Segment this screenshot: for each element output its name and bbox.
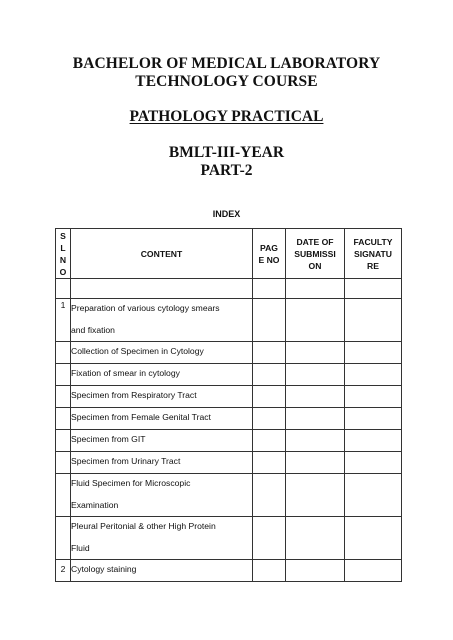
content-text-line: Pleural Peritonial & other High Protein xyxy=(71,521,216,531)
table-row xyxy=(56,474,402,517)
faculty-signature-cell xyxy=(345,299,402,342)
sl-no-cell xyxy=(56,474,71,517)
sl-no-text xyxy=(56,452,70,473)
col-header-date-line: ON xyxy=(308,260,322,271)
index-heading: INDEX xyxy=(212,209,241,219)
col-header-sl-no xyxy=(56,229,71,279)
col-header-faculty-line: RE xyxy=(367,260,379,271)
col-header-faculty-line: FACULTY xyxy=(353,236,393,247)
content-text-line: Fluid xyxy=(71,543,90,553)
sl-no-cell xyxy=(56,430,71,452)
part-label: PART-2 xyxy=(200,162,253,179)
sl-no-cell xyxy=(56,364,71,386)
faculty-signature-cell xyxy=(345,474,402,517)
date-cell xyxy=(286,299,345,342)
content-text-line: Specimen from GIT xyxy=(71,434,146,444)
content-text-line: Specimen from Respiratory Tract xyxy=(71,390,197,400)
page-no-cell xyxy=(253,408,286,430)
page-no-cell xyxy=(253,474,286,517)
content-cell xyxy=(71,299,253,342)
sl-no-text xyxy=(56,386,70,407)
page-no-cell xyxy=(253,364,286,386)
faculty-signature-cell xyxy=(345,386,402,408)
table-row xyxy=(56,517,402,560)
index-table xyxy=(55,228,402,582)
col-header-page-no-line: E NO xyxy=(258,254,280,265)
sl-no-text xyxy=(56,342,70,363)
table-cell xyxy=(286,279,345,299)
col-header-sl-no-char: O xyxy=(59,266,67,277)
subject-title: PATHOLOGY PRACTICAL xyxy=(129,108,324,125)
col-header-faculty-line: SIGNATU xyxy=(353,248,393,259)
content-text-line: Fixation of smear in cytology xyxy=(71,368,180,378)
col-header-page-no-line: PAG xyxy=(260,242,278,253)
col-header-date-line: DATE OF xyxy=(296,236,334,247)
table-row xyxy=(56,452,402,474)
content-text-line: Fluid Specimen for Microscopic xyxy=(71,478,191,488)
page-no-cell xyxy=(253,430,286,452)
faculty-signature-cell xyxy=(345,364,402,386)
table-row xyxy=(56,299,402,342)
faculty-signature-cell xyxy=(345,452,402,474)
col-header-page-no xyxy=(253,229,286,279)
content-cell xyxy=(71,560,253,582)
date-cell xyxy=(286,386,345,408)
faculty-signature-cell xyxy=(345,517,402,560)
col-header-faculty-signature xyxy=(345,229,402,279)
sl-no-text xyxy=(56,408,70,429)
course-title-line-1: BACHELOR OF MEDICAL LABORATORY xyxy=(72,55,381,72)
date-cell xyxy=(286,474,345,517)
content-cell xyxy=(71,386,253,408)
course-title-line-2: TECHNOLOGY COURSE xyxy=(135,73,318,90)
content-cell xyxy=(71,364,253,386)
col-header-sl-no-char: S xyxy=(60,230,66,241)
table-row xyxy=(56,342,402,364)
page-no-cell xyxy=(253,386,286,408)
content-text-line: Preparation of various cytology smears xyxy=(71,303,220,313)
content-cell xyxy=(71,408,253,430)
table-spacer-row xyxy=(56,279,402,299)
content-text-line: Cytology staining xyxy=(71,564,137,574)
faculty-signature-cell xyxy=(345,342,402,364)
content-text-line: and fixation xyxy=(71,325,115,335)
page-no-cell xyxy=(253,560,286,582)
table-row xyxy=(56,386,402,408)
date-cell xyxy=(286,342,345,364)
sl-no-text: 2 xyxy=(60,564,66,574)
date-cell xyxy=(286,452,345,474)
content-text-line: Collection of Specimen in Cytology xyxy=(71,346,204,356)
content-cell xyxy=(71,430,253,452)
year-title xyxy=(0,144,453,180)
table-cell xyxy=(253,279,286,299)
content-cell xyxy=(71,452,253,474)
sl-no-text: 1 xyxy=(60,300,66,310)
date-cell xyxy=(286,364,345,386)
col-header-sl-no-char: L xyxy=(60,242,66,253)
table-row xyxy=(56,430,402,452)
date-cell xyxy=(286,408,345,430)
faculty-signature-cell xyxy=(345,430,402,452)
col-header-date-of-submission xyxy=(286,229,345,279)
sl-no-text xyxy=(56,364,70,385)
sl-no-cell xyxy=(56,408,71,430)
content-text-line: Specimen from Female Genital Tract xyxy=(71,412,211,422)
col-header-sl-no-char: N xyxy=(59,254,67,265)
content-text-line: Specimen from Urinary Tract xyxy=(71,456,181,466)
sl-no-cell xyxy=(56,299,71,342)
sl-no-text xyxy=(56,430,70,451)
sl-no-cell xyxy=(56,517,71,560)
content-cell xyxy=(71,474,253,517)
table-cell xyxy=(345,279,402,299)
content-cell xyxy=(71,517,253,560)
col-header-content: CONTENT xyxy=(71,229,253,279)
page-no-cell xyxy=(253,299,286,342)
content-text-line: Examination xyxy=(71,500,119,510)
page-no-cell xyxy=(253,342,286,364)
year-label: BMLT-III-YEAR xyxy=(168,144,285,161)
col-header-date-line: SUBMISSI xyxy=(294,248,336,259)
table-row xyxy=(56,408,402,430)
sl-no-cell xyxy=(56,386,71,408)
date-cell xyxy=(286,430,345,452)
faculty-signature-cell xyxy=(345,408,402,430)
sl-no-cell xyxy=(56,342,71,364)
content-cell xyxy=(71,342,253,364)
date-cell xyxy=(286,517,345,560)
table-cell xyxy=(56,279,71,299)
page-no-cell xyxy=(253,452,286,474)
table-row xyxy=(56,364,402,386)
table-body xyxy=(56,299,402,582)
sl-no-cell xyxy=(56,560,71,582)
table-row xyxy=(56,560,402,582)
sl-no-cell xyxy=(56,452,71,474)
table-cell xyxy=(71,279,253,299)
table-header-row xyxy=(56,229,402,279)
date-cell xyxy=(286,560,345,582)
course-title xyxy=(0,55,453,91)
page-no-cell xyxy=(253,517,286,560)
faculty-signature-cell xyxy=(345,560,402,582)
